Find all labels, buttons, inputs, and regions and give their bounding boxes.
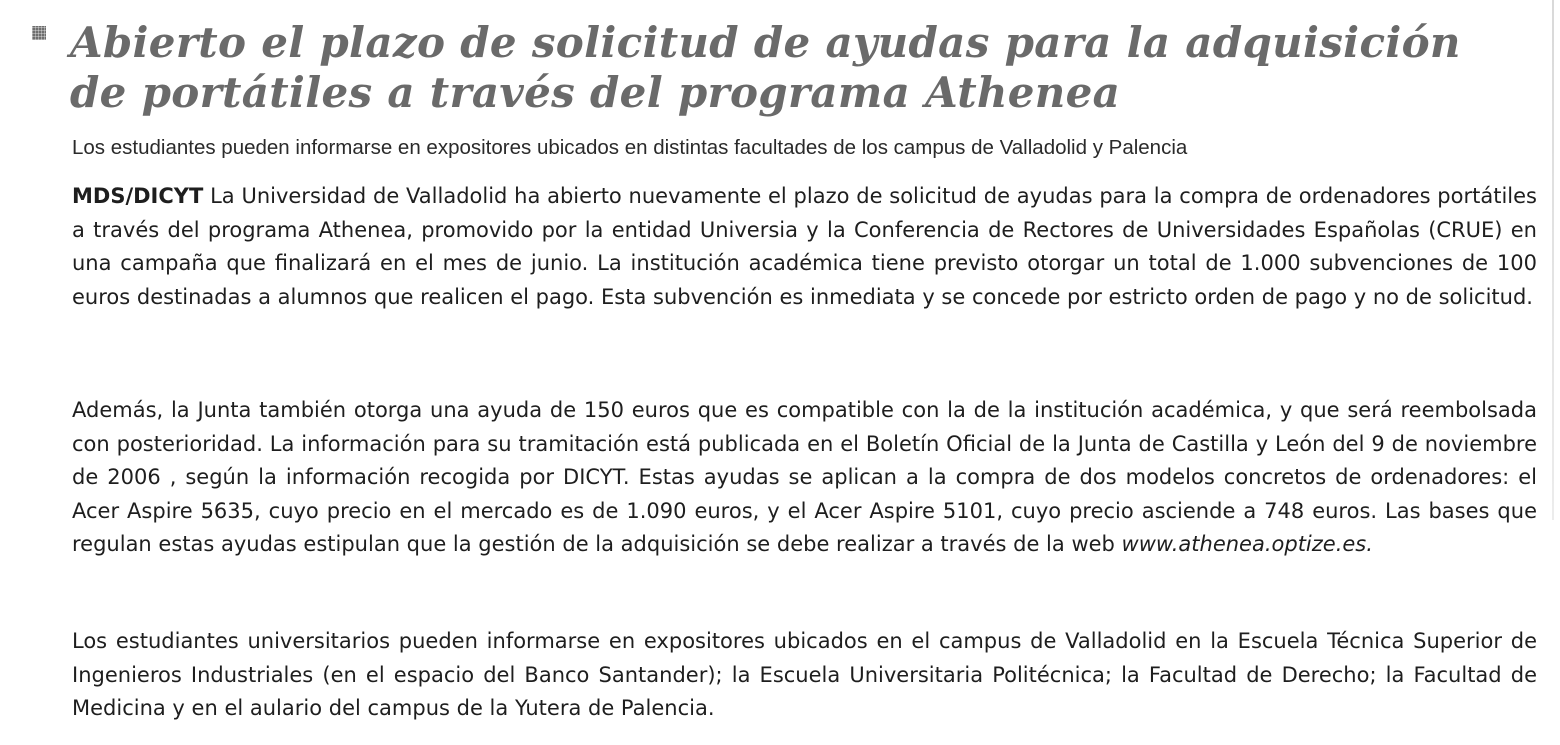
scan-edge-divider [1552,0,1554,520]
website-link[interactable]: www.athenea.optize.es. [1121,532,1373,556]
paragraph-2-text: Además, la Junta también otorga una ayuda de 150 euros que es compatible con la de la institución académica, y que será reembolsada con posterioridad. La información para su tramitación está publicada en el Boletín Oficial de la Junta de Castilla y León del 9 de noviembre de 2006 , según la información recogida por DICYT. Estas ayudas se aplican a la compra de dos modelos concretos de ordenadores: el Acer Aspire 5635, cuyo precio en el mercado es de 1.090 euros, y el Acer Aspire 5101, cuyo precio asciende a 748 euros. Las bases que regulan estas ayudas estipulan que la gestión de la adquisición se debe realizar a través de la web [72,398,1537,556]
article-paragraph-1 [72,180,1537,314]
article-headline: Abierto el plazo de solicitud de ayudas para la adquisición de portátiles a través del programa Athenea [70,18,1461,117]
square-bullet-icon [32,26,46,40]
paragraph-1-text: La Universidad de Valladolid ha abierto nuevamente el plazo de solicitud de ayudas para la compra de ordenadores portátiles a través del programa Athenea, promovido por la entidad Universia y la Conferencia de Rectores de Universidades Españolas (CRUE) en una campaña que finalizará en el mes de junio. La institución académica tiene previsto otorgar un total de 1.000 subvenciones de 100 euros destinadas a alumnos que realicen el pago. Esta subvención es inmediata y se concede por estricto orden de pago y no de solicitud. [72,184,1537,309]
article-paragraph-2 [72,394,1537,562]
article-source: MDS/DICYT [72,184,204,208]
article-subtitle: Los estudiantes pueden informarse en expositores ubicados en distintas facultades de los campus de Valladolid y Palencia [72,136,1188,159]
article-paragraph-3: Los estudiantes universitarios pueden informarse en expositores ubicados en el campus de Valladolid en la Escuela Técnica Superior de Ingenieros Industriales (en el espacio del Banco Santander); la Escuela Universitaria Politécnica; la Facultad de Derecho; la Facultad de Medicina y en el aulario del campus de la Yutera de Palencia. [72,629,1537,720]
